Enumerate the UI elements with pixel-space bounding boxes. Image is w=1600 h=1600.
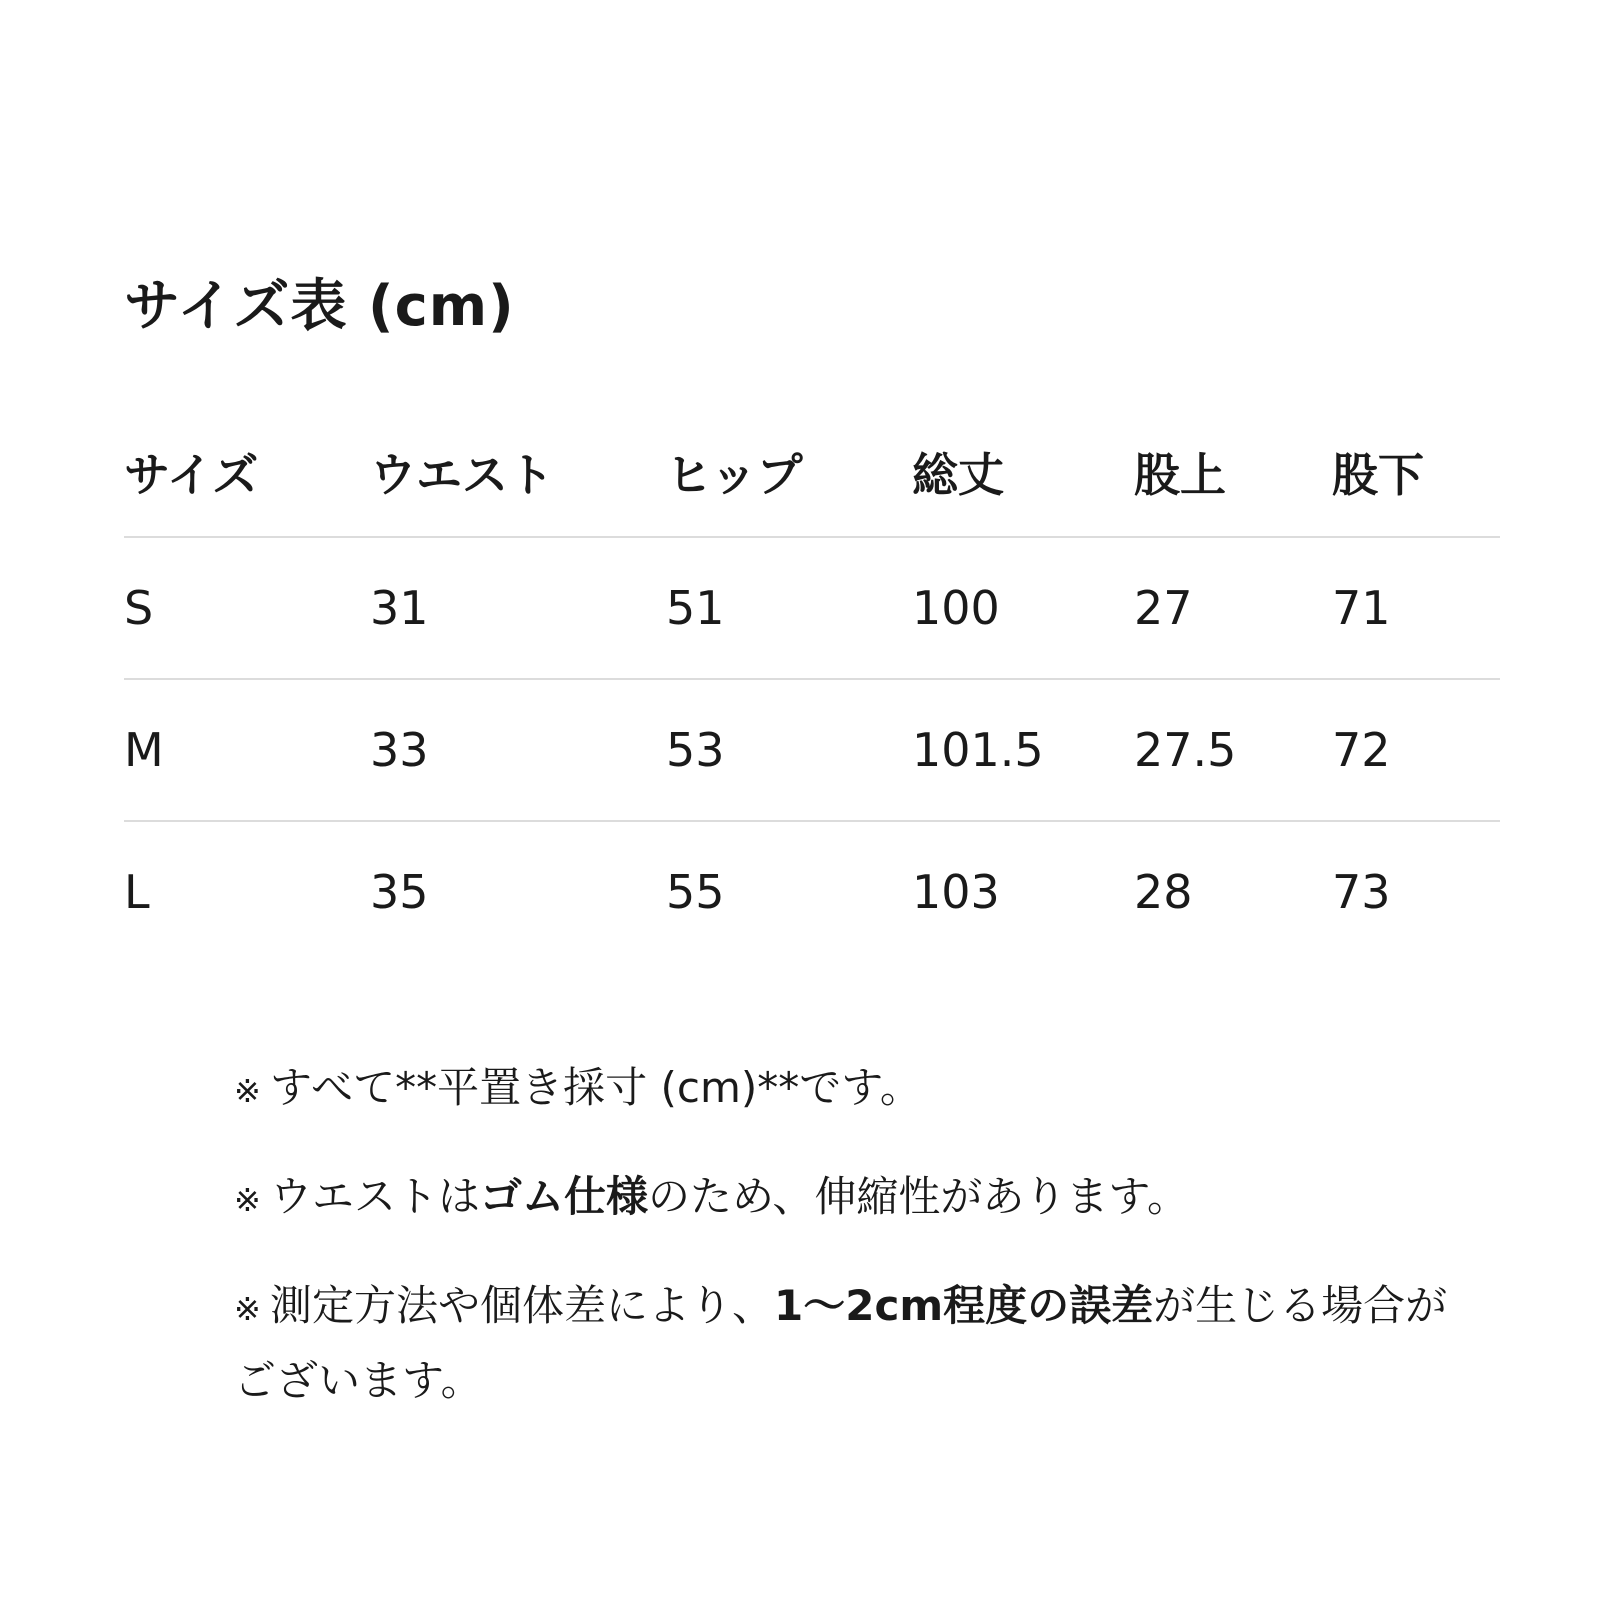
header-total-length: 総丈 [912, 408, 1134, 537]
note-measurement-error [234, 1270, 1474, 1417]
table-header-row [124, 408, 1500, 537]
header-waist: ウエスト [370, 408, 666, 537]
cell-size: S [124, 537, 370, 679]
cell-rise: 27 [1134, 537, 1332, 679]
cell-rise: 28 [1134, 865, 1193, 919]
cell-hip: 51 [666, 537, 912, 679]
cell-total-length: 100 [912, 537, 1134, 679]
reference-mark: ※ [234, 1072, 261, 1110]
note-text: のため、伸縮性があります。 [648, 1172, 1189, 1221]
note-text: ウエストは [270, 1172, 481, 1221]
page-title: サイズ表 (cm) [124, 274, 515, 339]
note-emphasis: 1〜2cm程度の誤差 [774, 1281, 1154, 1330]
note-text: すべて**平置き採寸 (cm)**です。 [270, 1063, 922, 1112]
reference-mark: ※ [234, 1181, 261, 1219]
note-text: が生じる場合がございます。 [234, 1281, 1448, 1405]
cell-total-length: 103 [912, 865, 1000, 919]
cell-total-length: 101.5 [912, 679, 1134, 821]
cell-hip: 53 [666, 679, 912, 821]
header-rise: 股上 [1134, 408, 1332, 537]
cell-rise: 27.5 [1134, 679, 1332, 821]
note-emphasis: ゴム仕様 [480, 1172, 649, 1221]
cell-waist: 35 [370, 865, 429, 919]
cell-size: L [124, 865, 150, 919]
cell-inseam: 71 [1332, 537, 1500, 679]
cell-size: M [124, 679, 370, 821]
reference-mark: ※ [234, 1290, 261, 1328]
table-row [124, 679, 1500, 821]
cell-waist: 31 [370, 537, 666, 679]
header-size: サイズ [124, 408, 370, 537]
header-hip: ヒップ [666, 408, 912, 537]
cell-hip: 55 [666, 865, 725, 919]
cell-inseam: 72 [1332, 679, 1500, 821]
cell-inseam: 73 [1332, 865, 1391, 919]
table-row [124, 821, 1500, 962]
note-text: 測定方法や個体差により、 [270, 1281, 775, 1330]
note-waist-elastic [234, 1161, 1474, 1236]
size-table [124, 408, 1500, 962]
notes-section [234, 1052, 1474, 1451]
table-row [124, 537, 1500, 679]
note-measurement-method [234, 1052, 1474, 1127]
header-inseam: 股下 [1332, 408, 1500, 537]
cell-waist: 33 [370, 679, 666, 821]
